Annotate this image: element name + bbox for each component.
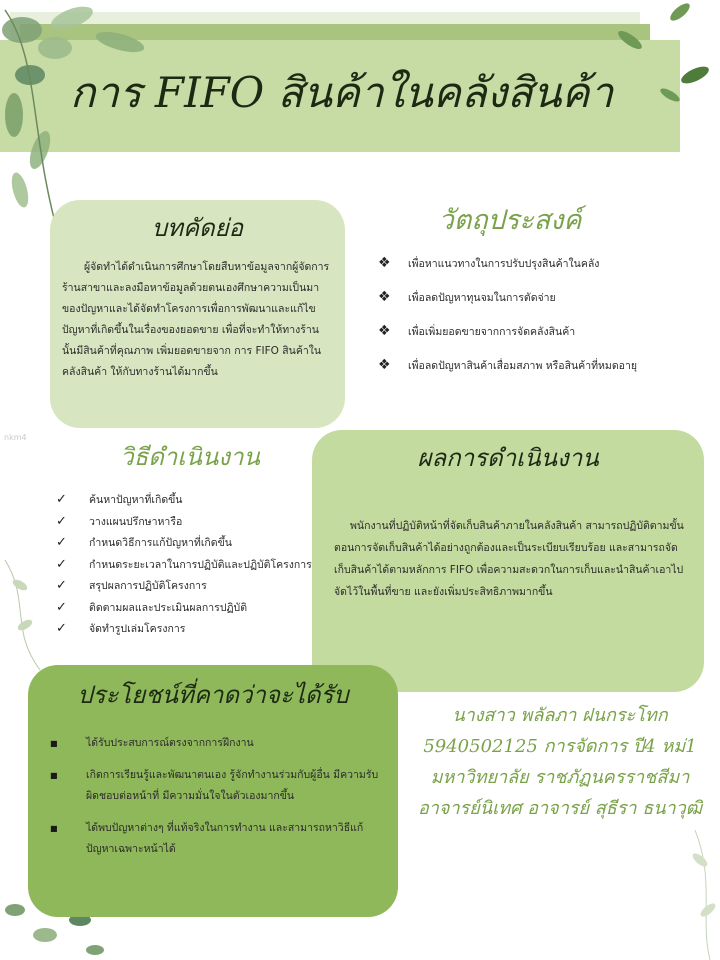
diamond-bullet-icon: ❖ <box>378 323 391 339</box>
objectives-list <box>378 255 708 391</box>
list-item: ❖ เพื่อลดปัญหาทุนจมในการตัดจ่าย <box>378 289 556 305</box>
checkmark-icon: ✓ <box>56 599 67 615</box>
square-bullet-icon: ■ <box>50 771 58 780</box>
eucalyptus-leaf-icon <box>600 0 720 110</box>
list-item: ■ เกิดการเรียนรู้และพัฒนาตนเอง รู้จักทำงานร่วมกับผู้อื่น มีความรับผิดชอบต่อหน้าที่ มีความมั่นใจในตัวเองมากขึ้น <box>50 765 385 807</box>
method-heading: วิธีดำเนินงาน <box>120 443 260 471</box>
results-text: พนักงานที่ปฏิบัติหน้าที่จัดเก็บสินค้าภายในคลังสินค้า สามารถปฏิบัติตามขั้นตอนการจัดเก็บสินค้าได้อย่างถูกต้องและเป็นระเบียบเรียบร้อย และสามารถจัดเก็บสินค้าได้ตามหลักการ FIFO เพื่อความสะดวกในการเก็บและนำสินค้าเอาไปจัดไว้ในพื้นที่ขาย และยังเพิ่มประสิทธิภาพมากขึ้น <box>334 520 684 598</box>
benefits-list <box>50 733 385 871</box>
benefits-heading: ประโยชน์ที่คาดว่าจะได้รับ <box>77 681 349 709</box>
diamond-bullet-icon: ❖ <box>378 289 391 305</box>
method-list <box>56 489 316 640</box>
author-university: มหาวิทยาลัย ราชภัฏนครราชสีมา <box>430 767 690 788</box>
checkmark-icon: ✓ <box>56 513 67 529</box>
author-info <box>410 700 710 824</box>
checkmark-icon: ✓ <box>56 535 67 551</box>
results-heading: ผลการดำเนินงาน <box>417 444 599 472</box>
objectives-heading: วัตถุประสงค์ <box>438 205 582 236</box>
watermark: nkm4 <box>4 433 27 442</box>
diamond-bullet-icon: ❖ <box>378 255 391 271</box>
list-item: ✓ กำหนดระยะเวลาในการปฏิบัติและปฏิบัติโครงการ <box>56 556 312 572</box>
list-item: ✓ กำหนดวิธีการแก้ปัญหาที่เกิดขึ้น <box>56 535 232 551</box>
square-bullet-icon: ■ <box>50 739 58 748</box>
list-item: ✓ ค้นหาปัญหาที่เกิดขึ้น <box>56 492 183 508</box>
list-item: ❖ เพื่อเพิ่มยอดขายจากการจัดคลังสินค้า <box>378 323 576 339</box>
square-bullet-icon: ■ <box>50 824 58 833</box>
author-name: นางสาว พลัลภา ฝนกระโทก <box>452 705 668 726</box>
list-item: ■ ได้พบปัญหาต่างๆ ที่แท้จริงในการทำงาน และสามารถหาวิธีแก้ปัญหาเฉพาะหน้าได้ <box>50 818 385 860</box>
list-item: ✓ วางแผนปรึกษาหารือ <box>56 513 183 529</box>
page-title: การ FIFO สินค้าในคลังสินค้า <box>70 68 614 117</box>
checkmark-icon: ✓ <box>56 556 67 572</box>
list-item: ✓ ติดตามผลและประเมินผลการปฏิบัติ <box>56 599 248 615</box>
list-item: ✓ จัดทำรูปเล่มโครงการ <box>56 621 186 637</box>
checkmark-icon: ✓ <box>56 492 67 508</box>
list-item: ✓ สรุปผลการปฏิบัติโครงการ <box>56 578 207 594</box>
author-advisor: อาจารย์นิเทศ อาจารย์ สุธีรา ธนาวุฒิ <box>417 798 702 819</box>
vine-icon <box>640 830 720 960</box>
diamond-bullet-icon: ❖ <box>378 357 391 373</box>
checkmark-icon: ✓ <box>56 578 67 594</box>
abstract-text: ผู้จัดทำได้ดำเนินการศึกษาโดยสืบหาข้อมูลจากผู้จัดการร้านสาขาและลงมือหาข้อมูลด้วยตนเองศึกษาความเป็นมาของปัญหาและได้จัดทำโครงการเพื่อการพัฒนาและแก้ไขปัญหาที่เกิดขึ้นในเรื่องของยอดขาย เพื่อที่จะทำให้ทางร้านนั้นมีสินค้าที่คุณภาพ เพิ่มยอดขายจาก การ FIFO สินค้าในคลังสินค้า ให้กับทางร้านได้มากขึ้น <box>62 261 330 378</box>
list-item: ■ ได้รับประสบการณ์ตรงจากการฝึกงาน <box>50 733 385 754</box>
abstract-heading: บทคัดย่อ <box>151 214 244 242</box>
checkmark-icon: ✓ <box>56 621 67 637</box>
vine-icon <box>0 560 60 670</box>
list-item: ❖ เพื่อหาแนวทางในการปรับปรุงสินค้าในคลัง <box>378 255 600 271</box>
list-item: ❖ เพื่อลดปัญหาสินค้าเสื่อมสภาพ หรือสินค้าที่หมดอายุ <box>378 357 638 373</box>
author-student-id: 5940502125 การจัดการ ปี4 หม่1 <box>423 736 697 757</box>
